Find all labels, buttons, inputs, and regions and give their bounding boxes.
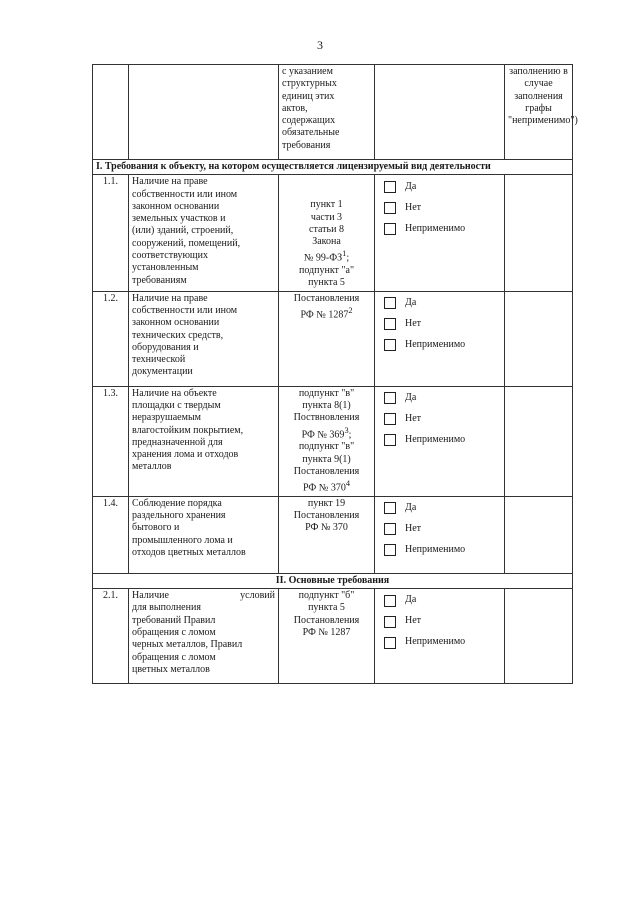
option-yes[interactable] <box>378 293 501 314</box>
footnote-mark: 3 <box>344 425 349 435</box>
reference-text-cont: ; подпункт "а" пункта 5 <box>298 252 355 289</box>
checkbox-icon[interactable] <box>384 202 396 214</box>
requirement-text-first-line: Наличие условий <box>132 590 275 602</box>
option-label: Неприменимо <box>405 434 466 446</box>
option-label: Да <box>405 392 417 404</box>
option-label: Да <box>405 594 417 606</box>
option-label: Да <box>405 297 417 309</box>
checkbox-icon[interactable] <box>384 616 396 628</box>
note-cell <box>505 496 573 573</box>
answer-options <box>375 496 505 573</box>
note-cell <box>505 291 573 386</box>
option-label: Нет <box>405 318 422 330</box>
num-cell <box>93 65 129 160</box>
option-label: Неприменимо <box>405 339 466 351</box>
checkbox-icon[interactable] <box>384 339 396 351</box>
section-header-row <box>93 160 573 175</box>
legal-reference <box>279 175 375 291</box>
row-number: 2.1. <box>93 589 129 684</box>
option-label: Неприменимо <box>405 544 466 556</box>
option-label: Нет <box>405 413 422 425</box>
row-number: 1.1. <box>93 175 129 291</box>
continuation-row <box>93 65 573 160</box>
answer-options <box>375 175 505 291</box>
requirement-text <box>129 589 279 684</box>
answer-options <box>375 291 505 386</box>
option-label: Нет <box>405 523 422 535</box>
option-yes[interactable] <box>378 176 501 197</box>
option-na[interactable] <box>378 335 501 356</box>
option-no[interactable] <box>378 611 501 632</box>
answer-options <box>375 386 505 496</box>
reference-text: пункт 19 Постановления РФ № 370 <box>293 497 360 534</box>
checkbox-icon[interactable] <box>384 223 396 235</box>
option-na[interactable] <box>378 632 501 653</box>
checkbox-icon[interactable] <box>384 434 396 446</box>
requirement-text: Наличие на объекте площадки с твердым неразрушаемым влагостойким покрытием, предназначенной для хранения лома и отходов металлов <box>129 386 279 496</box>
note-cell: заполнению в случае заполнения графы "неприменимо") <box>505 65 573 160</box>
note-cell <box>505 175 573 291</box>
requirement-text: Наличие на праве собственности или ином законном основании технических средств, оборудования и технической документации <box>129 291 279 386</box>
option-na[interactable] <box>378 430 501 451</box>
option-label: Да <box>405 180 417 192</box>
note-cell <box>505 589 573 684</box>
option-no[interactable] <box>378 197 501 218</box>
basis-cell: с указанием структурных единиц этих актов, содержащих обязательные требования <box>279 65 375 160</box>
footnote-mark: 4 <box>345 479 350 489</box>
option-label: Нет <box>405 615 422 627</box>
option-yes[interactable] <box>378 388 501 409</box>
footnote-mark: 2 <box>348 306 353 315</box>
legal-reference <box>279 496 375 573</box>
checkbox-icon[interactable] <box>384 413 396 425</box>
reference-text: пункт 1 части 3 статьи 8 Закона № 99-ФЗ <box>303 199 344 264</box>
checkbox-icon[interactable] <box>384 392 396 404</box>
page-number: 3 <box>317 38 323 52</box>
answer-cell <box>375 65 505 160</box>
option-na[interactable] <box>378 218 501 239</box>
answer-options <box>375 589 505 684</box>
option-yes[interactable] <box>378 590 501 611</box>
option-no[interactable] <box>378 314 501 335</box>
legal-reference <box>279 291 375 386</box>
table-row <box>93 496 573 573</box>
reference-text: Постановления РФ № 1287 <box>293 292 360 321</box>
option-no[interactable] <box>378 519 501 540</box>
row-number: 1.2. <box>93 291 129 386</box>
checkbox-icon[interactable] <box>384 595 396 607</box>
footnote-mark: 1 <box>342 249 347 259</box>
option-na[interactable] <box>378 540 501 561</box>
section-1-title: I. Требования к объекту, на котором осуществляется лицензируемый вид деятельности <box>93 160 573 175</box>
row-number: 1.4. <box>93 496 129 573</box>
reference-text: подпункт "б" пункта 5 Постановления РФ № 1287 <box>293 590 360 638</box>
row-number: 1.3. <box>93 386 129 496</box>
option-label: Да <box>405 502 417 514</box>
table-row <box>93 175 573 291</box>
requirement-text-rest: для выполнения требований Правил обращения с ломом черных металлов, Правил обращения с ломом цветных металлов <box>132 602 243 675</box>
requirement-text: Наличие на праве собственности или ином законном основании земельных участков и (или) зданий, строений, сооружений, помещений, соответствующих установленным требованиям <box>129 175 279 291</box>
option-no[interactable] <box>378 409 501 430</box>
table-row <box>93 589 573 684</box>
checkbox-icon[interactable] <box>384 297 396 309</box>
checklist-table <box>92 64 578 684</box>
checkbox-icon[interactable] <box>384 637 396 649</box>
reference-text-cont: ; подпункт "в" пункта 9(1) Постановления РФ № 370 <box>293 428 360 494</box>
option-yes[interactable] <box>378 498 501 519</box>
table-row <box>93 291 573 386</box>
text-cell <box>129 65 279 160</box>
checkbox-icon[interactable] <box>384 544 396 556</box>
legal-reference <box>279 589 375 684</box>
section-header-row <box>93 573 573 588</box>
option-label: Неприменимо <box>405 636 466 648</box>
reference-text: подпункт "в" пункта 8(1) Поствновления РФ № 369 <box>293 387 360 440</box>
table-row <box>93 386 573 496</box>
option-label: Нет <box>405 201 422 213</box>
checkbox-icon[interactable] <box>384 181 396 193</box>
checkbox-icon[interactable] <box>384 523 396 535</box>
note-cell <box>505 386 573 496</box>
requirement-text: Соблюдение порядка раздельного хранения бытового и промышленного лома и отходов цветных металлов <box>129 496 279 573</box>
checkbox-icon[interactable] <box>384 502 396 514</box>
section-2-title: II. Основные требования <box>93 573 573 588</box>
option-label: Неприменимо <box>405 222 466 234</box>
legal-reference <box>279 386 375 496</box>
checkbox-icon[interactable] <box>384 318 396 330</box>
